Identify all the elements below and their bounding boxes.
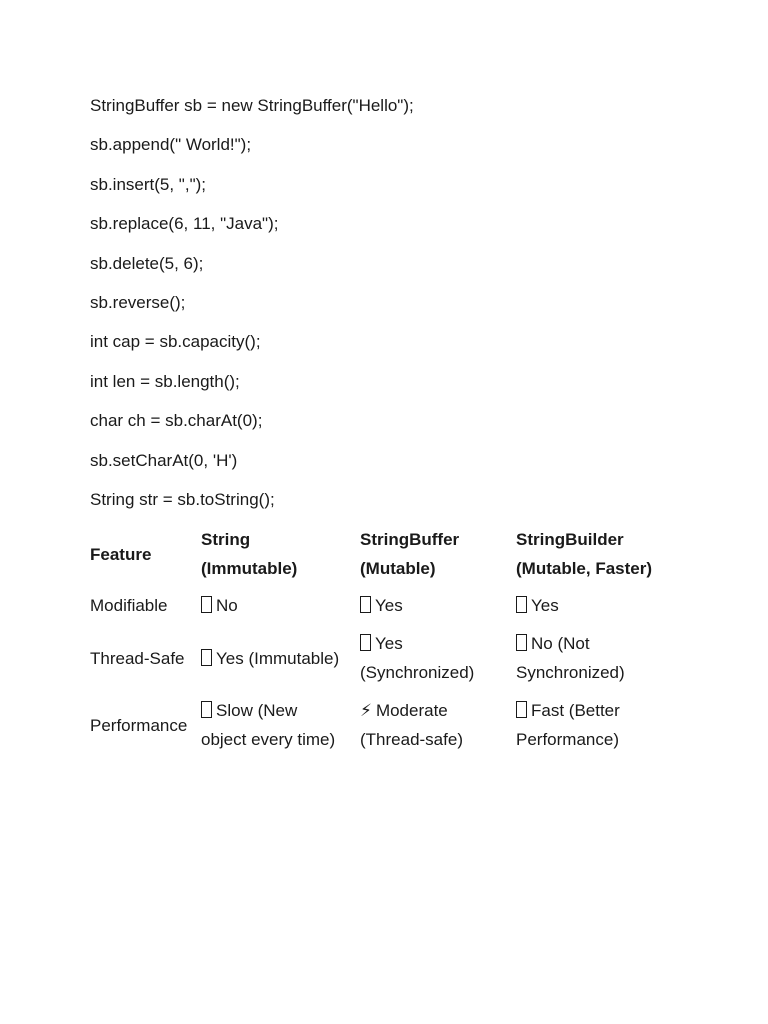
header-feature: Feature (90, 544, 152, 564)
code-line: int len = sb.length(); (90, 371, 240, 391)
row-feature-label: Thread-Safe (90, 648, 185, 668)
document-page (90, 92, 690, 763)
table-header-row (90, 525, 686, 591)
code-line: sb.setCharAt(0, 'H') (90, 450, 238, 470)
table-cell: ⚡ Moderate (Thread-safe) (360, 696, 516, 763)
table-row (90, 629, 686, 696)
code-line: sb.insert(5, ","); (90, 174, 206, 194)
missing-glyph-icon (360, 596, 371, 613)
table-cell: Yes (516, 591, 686, 629)
missing-glyph-icon (516, 596, 527, 613)
table-cell: No (201, 591, 360, 629)
table-cell: Yes (360, 591, 516, 629)
table-cell: Slow (New object every time) (201, 701, 336, 750)
table-cell: Yes (Immutable) (201, 629, 360, 696)
missing-glyph-icon (201, 649, 212, 666)
code-line: char ch = sb.charAt(0); (90, 411, 263, 431)
row-feature-label: Modifiable (90, 596, 168, 616)
code-line: sb.delete(5, 6); (90, 253, 204, 273)
comparison-table (90, 525, 686, 763)
lightning-icon: ⚡ (360, 701, 372, 721)
table-cell: No (Not Synchronized) (516, 634, 625, 683)
missing-glyph-icon (360, 634, 371, 651)
row-feature-label: Performance (90, 715, 188, 735)
header-stringbuffer: StringBuffer (Mutable) (360, 530, 460, 579)
missing-glyph-icon (201, 701, 212, 718)
code-line: sb.replace(6, 11, "Java"); (90, 214, 279, 234)
code-line: String str = sb.toString(); (90, 489, 275, 509)
code-line: StringBuffer sb = new StringBuffer("Hello"); (90, 96, 414, 115)
missing-glyph-icon (516, 634, 527, 651)
code-line: sb.append(" World!"); (90, 135, 252, 155)
code-block (90, 92, 690, 514)
header-string: String (Immutable) (201, 530, 298, 579)
code-line: sb.reverse(); (90, 292, 186, 312)
missing-glyph-icon (201, 596, 212, 613)
table-cell: Yes (Synchronized) (360, 634, 475, 683)
table-row (90, 591, 686, 629)
table-row (90, 696, 686, 763)
header-stringbuilder: StringBuilder (Mutable, Faster) (516, 530, 653, 579)
code-line: int cap = sb.capacity(); (90, 332, 261, 352)
missing-glyph-icon (516, 701, 527, 718)
table-cell: Fast (Better Performance) (516, 701, 620, 750)
